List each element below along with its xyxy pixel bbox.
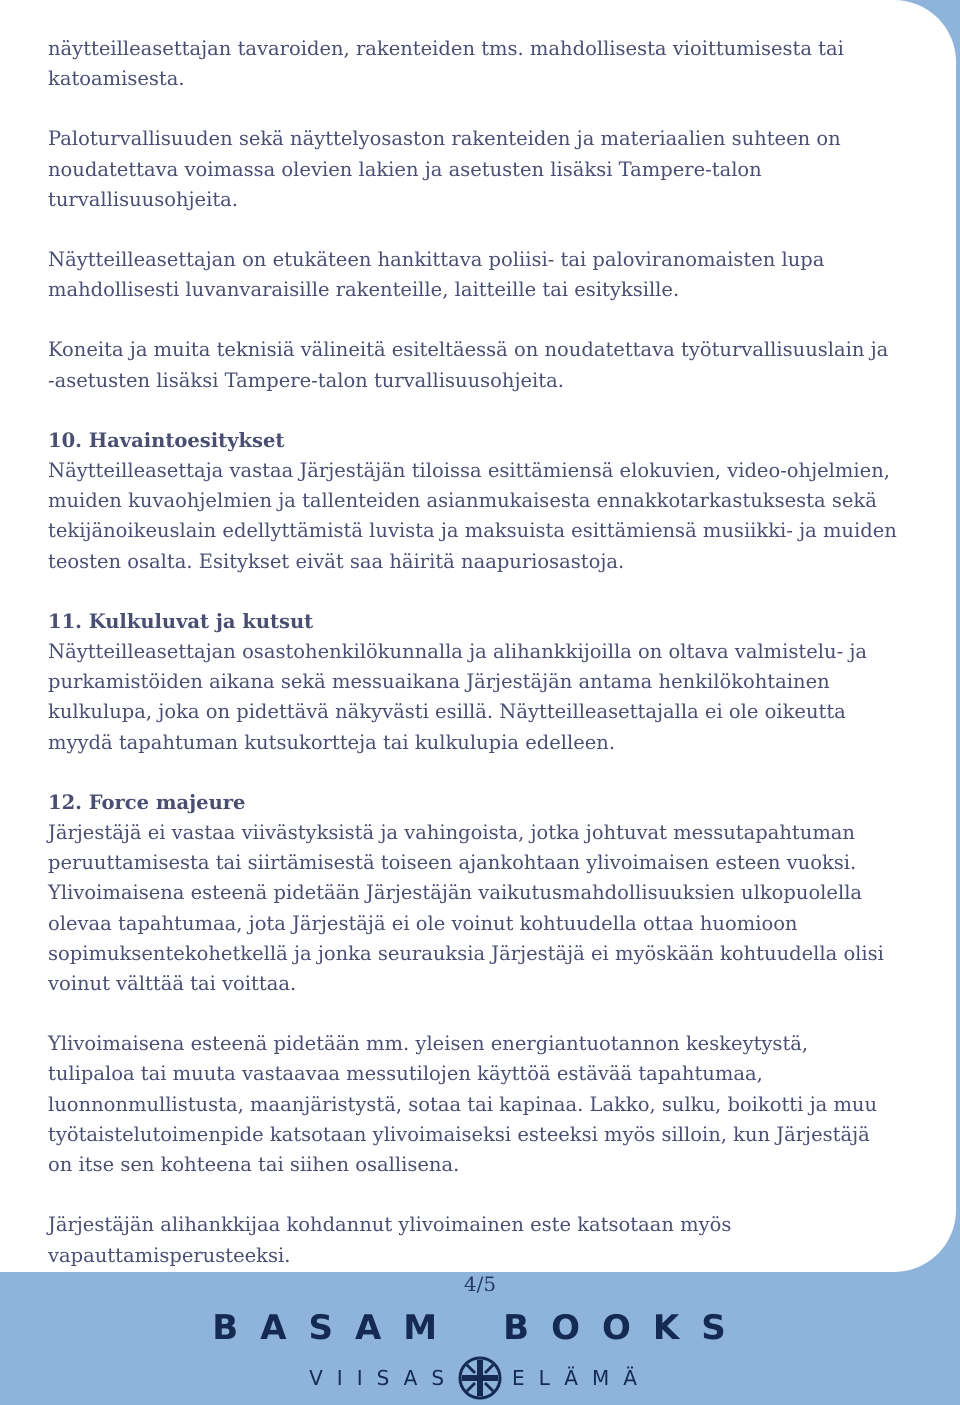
paragraph-2: Paloturvallisuuden sekä näyttelyosaston rakenteiden ja materiaalien suhteen on noudatettava voimassa olevien lakien ja asetusten lisäksi Tampere-talon turvallisuusohjeita. [48,127,841,211]
emblem-icon [458,1356,502,1400]
closing-paragraph-2: Järjestäjän alihankkijaa kohdannut ylivoimainen este katsotaan myös vapauttamisperusteeksi. [48,1213,732,1267]
section-10 [48,426,898,577]
section-heading: 12. Force majeure [48,790,246,814]
paragraph-3: Näytteilleasettajan on etukäteen hankittava poliisi- tai paloviranomaisten lupa mahdollisesti luvanvaraisille rakenteille, laitteille tai esityksille. [48,248,825,302]
tagline-right: ELÄMÄ [512,1366,651,1390]
paragraph-4: Koneita ja muita teknisiä välineitä esiteltäessä on noudatettava työturvallisuuslain ja -asetusten lisäksi Tampere-talon turvallisuusohjeita. [48,338,889,392]
brand-left: BASAM [212,1308,460,1348]
tagline-left: VIISAS [309,1366,459,1390]
section-12 [48,788,898,999]
document-body [48,34,898,1301]
closing-paragraph-1: Ylivoimaisena esteenä pidetään mm. yleisen energiantuotannon keskeytystä, tulipaloa tai muuta vastaavaa messutilojen käyttöä estävää tapahtumaa, luonnonmullistusta, maanjäristystä, sotaa tai kapinaa. Lakko, sulku, boikotti ja muu työtaistelutoimenpide katsotaan ylivoimaiseksi esteeksi myös silloin, kun Järjestäjä on itse sen kohteena tai siihen osallisena. [48,1032,878,1177]
section-text: Näytteilleasettajan osastohenkilökunnalla ja alihankkijoilla on oltava valmistelu- ja purkamistöiden aikana sekä messuaikana Järjestäjän antama henkilökohtainen kulkulupa, joka on pidettävä näkyvästi esillä. Näytteilleasettajalla ei ole oikeutta myydä tapahtuman kutsukortteja tai kulkulupia edelleen. [48,640,868,754]
section-heading: 10. Havaintoesitykset [48,428,285,452]
section-text: Järjestäjä ei vastaa viivästyksistä ja vahingoista, jotka johtuvat messutapahtuman peruuttamisesta tai siirtämisestä toiseen ajankohtaan ylivoimaisen esteen vuoksi. Ylivoimaisena esteenä pidetään Järjestäjän vaikutusmahdollisuuksien ulkopuolella olevaa tapahtumaa, jota Järjestäjä ei ole voinut kohtuudella ottaa huomioon sopimuksentekohetkellä ja jonka seurauksia Järjestäjä ei myöskään kohtuudella olisi voinut välttää tai voittaa. [48,821,884,996]
paragraph-1: näytteilleasettajan tavaroiden, rakenteiden tms. mahdollisesta vioittumisesta tai katoamisesta. [48,37,844,91]
section-heading: 11. Kulkuluvat ja kutsut [48,609,314,633]
section-text: Näytteilleasettaja vastaa Järjestäjän tiloissa esittämiensä elokuvien, video-ohjelmien, muiden kuvaohjelmien ja tallenteiden asianmukaisesta ennakkotarkastuksesta sekä tekijänoikeuslain edellyttämistä luvista ja maksuista esittämiensä musiikki- ja muiden teosten osalta. Esitykset eivät saa häiritä naapuriosastoja. [48,459,897,573]
brand-right: BOOKS [503,1308,748,1348]
section-11 [48,607,898,758]
page-number: 4/5 [463,1272,497,1296]
tagline [0,1356,960,1400]
brand-logo [0,1308,960,1348]
